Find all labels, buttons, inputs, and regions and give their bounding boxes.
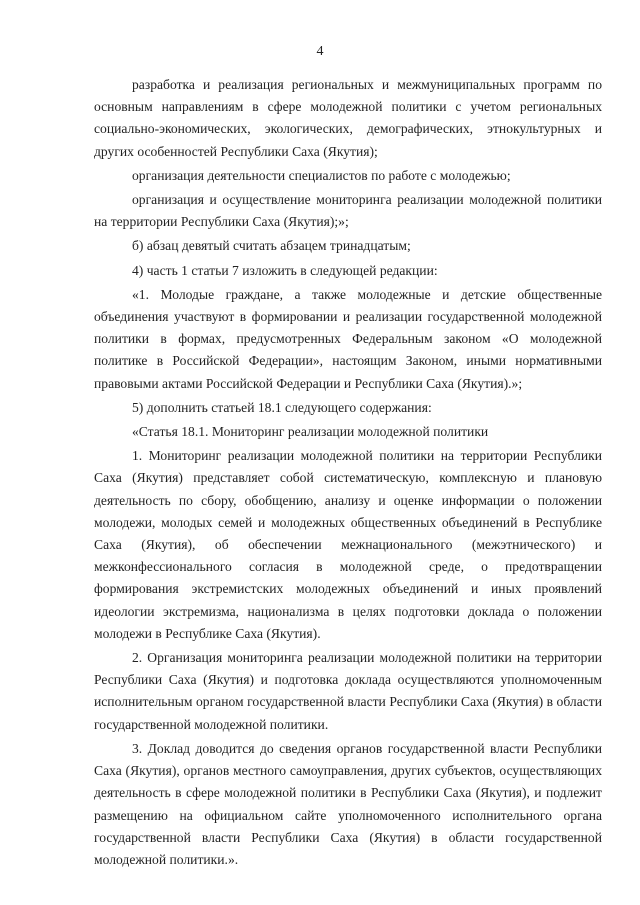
- article-heading: «Статья 18.1. Мониторинг реализации молодежной политики: [132, 424, 489, 440]
- page-number: 4: [316, 44, 324, 59]
- paragraph: 4) часть 1 статьи 7 изложить в следующей редакции:: [132, 262, 438, 278]
- paragraph: «1. Молодые граждане, а также молодежные и детские общественные объединения участвуют в формировании и реализации государственной молодежной политики в формах, предусмотренных Федеральным законом «О молодежной политике в Российской Федерации», настоящим Законом, иными нормативными правовыми актами Российской Федерации и Республики Саха (Якутия).»;: [94, 286, 602, 391]
- paragraph: б) абзац девятый считать абзацем тринадцатым;: [132, 238, 411, 254]
- paragraph: 5) дополнить статьей 18.1 следующего содержания:: [132, 399, 432, 415]
- document-body: [94, 74, 602, 873]
- paragraph: разработка и реализация региональных и межмуниципальных программ по основным направлениям в сфере молодежной политики с учетом региональных социально-экономических, экологических, демографических, этнокультурных и других особенностей Республики Саха (Якутия);: [94, 77, 602, 159]
- paragraph: 3. Доклад доводится до сведения органов государственной власти Республики Саха (Якутия), органов местного самоуправления, других субъектов, осуществляющих деятельность в сфере молодежной политики в Республики Саха (Якутия), и подлежит размещению на официальном сайте уполномоченного исполнительного органа государственной власти Республики Саха (Якутия) в области государственной молодежной политики.».: [94, 740, 602, 867]
- paragraph: 2. Организация мониторинга реализации молодежной политики на территории Республики Саха (Якутия) и подготовка доклада осуществляются уполномоченным исполнительным органом государственной власти Республики Саха (Якутия) в области государственной молодежной политики.: [94, 650, 602, 732]
- paragraph: организация и осуществление мониторинга реализации молодежной политики на территории Республики Саха (Якутия);»;: [94, 192, 602, 230]
- paragraph: 1. Мониторинг реализации молодежной политики на территории Республики Саха (Якутия) представляет собой систематическую, комплексную и плановую деятельность по сбору, обобщению, анализу и оценке информации о положении молодежи, молодых семей и молодежных общественных объединений в Республике Саха (Якутия), об обеспечении межнационального (межэтнического) и межконфессионального согласия в молодежной среде, о предотвращении формирования экстремистских молодежных объединений и иных проявлений идеологии экстремизма, национализма в целях подготовки доклада о положении молодежи в Республике Саха (Якутия).: [94, 448, 602, 641]
- paragraph: организация деятельности специалистов по работе с молодежью;: [132, 167, 511, 183]
